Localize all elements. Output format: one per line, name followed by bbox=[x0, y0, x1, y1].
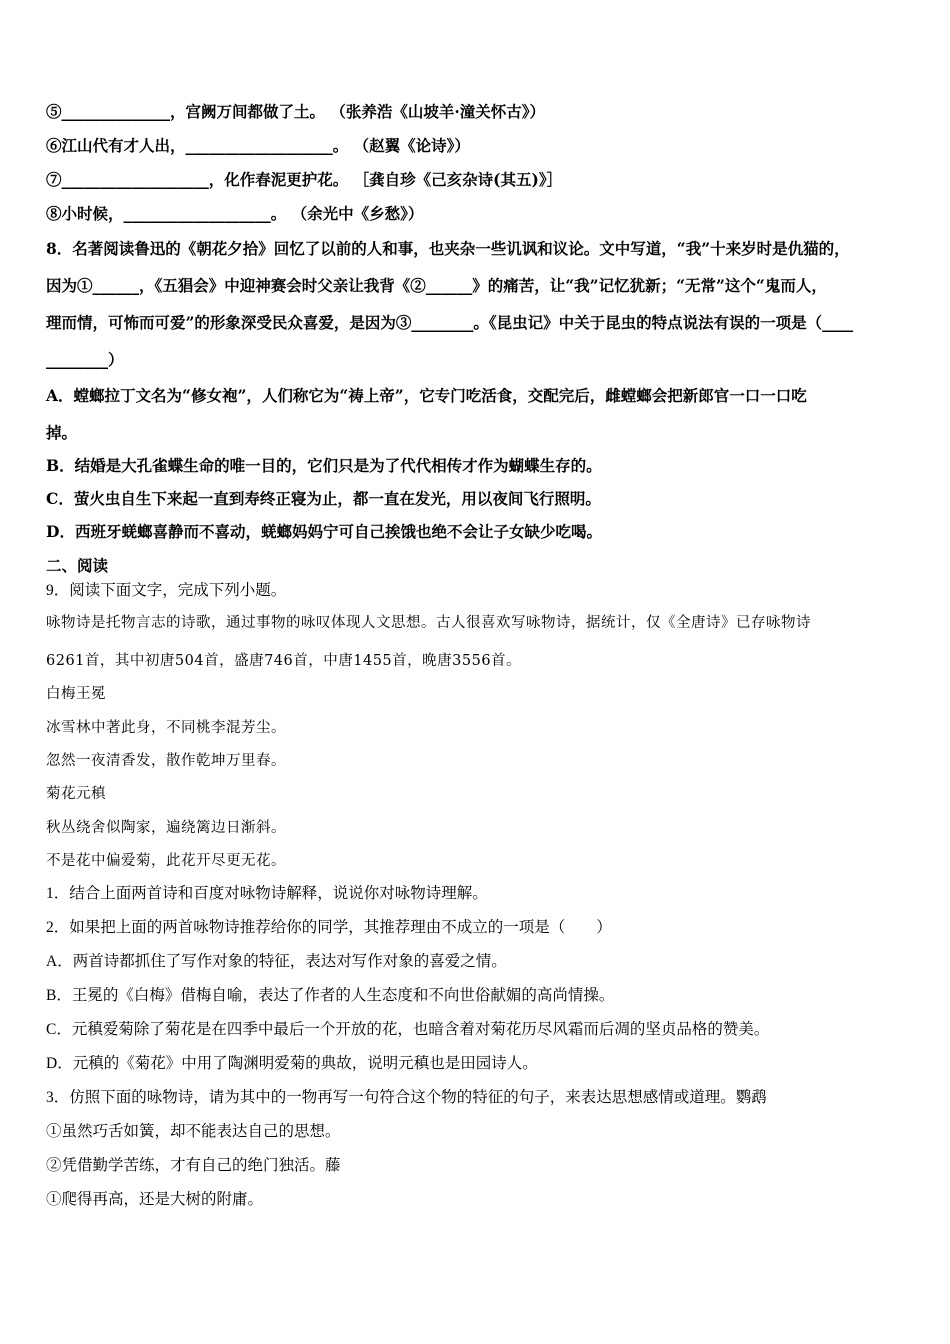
fill-line-8: ⑧小时候，___________________。 （余光中《乡愁》） bbox=[46, 204, 424, 223]
fill-line-6: ⑥江山代有才人出，___________________。 （赵翼《论诗》） bbox=[46, 136, 470, 155]
q9-sub-3-line-2: ②凭借勤学苦练，才有自己的绝门独活。藤 bbox=[46, 1157, 341, 1174]
q9-passage-line-2: 6261首，其中初唐504首，盛唐746首，中唐1455首，晚唐3556首。 bbox=[46, 653, 522, 669]
q9-intro: 9．阅读下面文字，完成下列小题。 bbox=[46, 582, 287, 599]
q8-line-4: ________） bbox=[46, 350, 124, 369]
q9-sub-3-line-1: ①虽然巧舌如簧，却不能表达自己的思想。 bbox=[46, 1123, 341, 1140]
q8-line-3: 理而情，可怖而可爱”的形象深受民众喜爱，是因为③________。《昆虫记》中关于昆虫的特点说法有误的一项是（____ bbox=[46, 313, 854, 332]
q8-option-d: D．西班牙蜣螂喜静而不喜动，蜣螂妈妈宁可自己挨饿也绝不会让子女缺少吃喝。 bbox=[46, 522, 602, 541]
q9-passage-line-1: 咏物诗是托物言志的诗歌，通过事物的咏叹体现人文思想。古人很喜欢写咏物诗，据统计，仅《全唐诗》已存咏物诗 bbox=[46, 615, 811, 631]
q9-sub-2-option-a: A．两首诗都抓住了写作对象的特征，表达对写作对象的喜爱之情。 bbox=[46, 953, 507, 970]
fill-line-5: ⑤______________，宫阙万间都做了土。 （张养浩《山坡羊·潼关怀古》） bbox=[46, 102, 546, 121]
fill-line-7: ⑦___________________，化作春泥更护花。 ［龚自珍《己亥杂诗(其五)》］ bbox=[46, 170, 563, 189]
q9-sub-3-line-3: ①爬得再高，还是大树的附庸。 bbox=[46, 1191, 264, 1208]
q8-option-a-line-1: A．螳螂拉丁文名为“修女袍”，人们称它为“祷上帝”，它专门吃活食，交配完后，雌螳螂会把新郎官一口一口吃 bbox=[46, 386, 807, 405]
section-title: 二、阅读 bbox=[46, 556, 109, 575]
poem2-title: 菊花元稹 bbox=[46, 786, 106, 802]
q8-line-1: 8．名著阅读鲁迅的《朝花夕拾》回忆了以前的人和事，也夹杂一些讥讽和议论。文中写道，“我”十来岁时是仇猫的， bbox=[46, 239, 850, 258]
poem2-line-1: 秋丛绕舍似陶家，遍绕篱边日渐斜。 bbox=[46, 820, 286, 836]
q9-sub-3: 3．仿照下面的咏物诗，请为其中的一物再写一句符合这个物的特征的句子，来表达思想感情或道理。鹦鹉 bbox=[46, 1089, 767, 1106]
poem1-line-1: 冰雪林中著此身，不同桃李混芳尘。 bbox=[46, 720, 286, 736]
q8-line-2: 因为①______，《五猖会》中迎神赛会时父亲让我背《②______》的痛苦，让“我”记忆犹新；“无常”这个“鬼而人， bbox=[46, 276, 827, 295]
q9-sub-2-option-b: B．王冕的《白梅》借梅自喻，表达了作者的人生态度和不向世俗献媚的高尚情操。 bbox=[46, 987, 615, 1004]
q9-sub-2-option-d: D．元稹的《菊花》中用了陶渊明爱菊的典故，说明元稹也是田园诗人。 bbox=[46, 1055, 538, 1072]
poem2-line-2: 不是花中偏爱菊，此花开尽更无花。 bbox=[46, 853, 286, 869]
q9-sub-1: 1．结合上面两首诗和百度对咏物诗解释，说说你对咏物诗理解。 bbox=[46, 885, 488, 902]
q8-option-c: C．萤火虫自生下来起一直到寿终正寝为止，都一直在发光，用以夜间飞行照明。 bbox=[46, 489, 601, 508]
poem1-line-2: 忽然一夜清香发，散作乾坤万里春。 bbox=[46, 753, 286, 769]
q9-sub-2-option-c: C．元稹爱菊除了菊花是在四季中最后一个开放的花，也暗含着对菊花历尽风霜而后凋的坚贞品格的赞美。 bbox=[46, 1021, 770, 1038]
q9-sub-2: 2．如果把上面的两首咏物诗推荐给你的同学，其推荐理由不成立的一项是（ ） bbox=[46, 919, 612, 936]
q8-option-a-line-2: 掉。 bbox=[46, 423, 78, 442]
q8-option-b: B．结婚是大孔雀蝶生命的唯一目的，它们只是为了代代相传才作为蝴蝶生存的。 bbox=[46, 456, 602, 475]
poem1-title: 白梅王冕 bbox=[46, 686, 106, 702]
